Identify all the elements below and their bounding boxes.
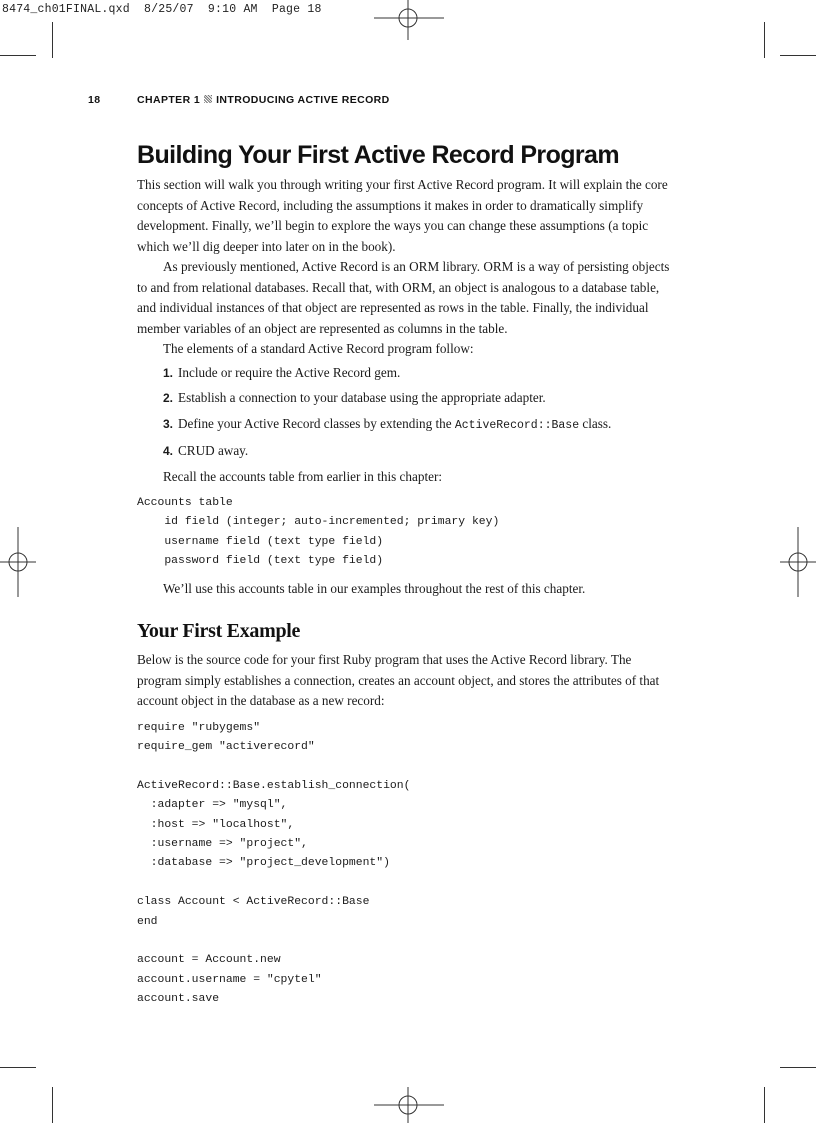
code-line: end — [137, 915, 158, 928]
code-line: ActiveRecord::Base.establish_connection( — [137, 779, 411, 792]
inline-code: ActiveRecord::Base — [454, 418, 580, 432]
code-line: :adapter => "mysql", — [137, 799, 288, 812]
code-line: :host => "localhost", — [137, 818, 295, 831]
dingbat-icon — [204, 95, 212, 103]
printer-slug: 8474_ch01FINAL.qxd 8/25/07 9:10 AM Page 18 — [2, 3, 322, 16]
page-number: 18 — [88, 94, 101, 106]
crop-mark-top-left-h — [0, 55, 36, 56]
table-listing — [137, 494, 677, 572]
paragraph-example: Below is the source code for your first Ruby program that uses the Active Record library. The program simply establishes a connection, creates an account object, and stores the attributes of that account object in the database as a new record: — [137, 652, 660, 709]
code-line: password field (text type field) — [137, 555, 384, 568]
crop-mark-bottom-right-h — [780, 1067, 816, 1068]
crop-mark-top-right-h — [780, 55, 816, 56]
crop-mark-top-left-v — [52, 22, 53, 58]
list-item — [163, 414, 677, 437]
code-line: account = Account.new — [137, 954, 281, 967]
code-line: id field (integer; auto-incremented; primary key) — [137, 516, 500, 529]
list-item-number: 3. — [163, 416, 174, 431]
code-line-blank — [137, 932, 677, 951]
code-line-blank — [137, 874, 677, 893]
code-listing — [137, 719, 677, 1010]
code-line: account.username = "cpytel" — [137, 973, 322, 986]
code-line-blank — [137, 757, 677, 776]
code-line: :username => "project", — [137, 838, 308, 851]
list-item-text: Include or require the Active Record gem. — [178, 364, 401, 380]
list-item — [163, 363, 677, 384]
paragraph-elements: The elements of a standard Active Record program follow: — [163, 341, 474, 356]
steps-list — [137, 363, 677, 462]
list-item-number: 2. — [163, 391, 174, 405]
code-line: account.save — [137, 993, 220, 1006]
list-item-text: CRUD away. — [178, 443, 249, 458]
paragraph-intro: This section will walk you through writing your first Active Record program. It will explain the core concepts of Active Record, including the assumptions it makes in order to dramatically simplify development. Finally, we’ll begin to explore the ways you can change these assumptions (a topic which we’ll dig deeper into later on in the book). — [137, 177, 668, 254]
list-item-text: Establish a connection to your database using the appropriate adapter. — [178, 390, 546, 405]
list-item-number: 1. — [163, 365, 174, 380]
chapter-number: CHAPTER 1 — [137, 94, 201, 106]
running-head — [0, 94, 816, 110]
code-line: Accounts table — [137, 497, 233, 509]
code-line: require "rubygems" — [137, 721, 261, 734]
list-item-text: Define your Active Record classes by extending the — [178, 415, 452, 431]
crop-mark-top-right-v — [764, 22, 765, 58]
registration-mark-right-icon — [780, 527, 816, 597]
crop-mark-bottom-right-v — [764, 1087, 765, 1123]
list-item — [163, 388, 677, 409]
chapter-title: INTRODUCING ACTIVE RECORD — [216, 94, 390, 106]
code-line: username field (text type field) — [137, 535, 384, 548]
paragraph-orm: As previously mentioned, Active Record is an ORM library. ORM is a way of persisting objects to and from relational databases. Recall that, with ORM, an object is analogous to a database table, and individual instances of that object are represented as rows in the table. Finally, the individual member variables of an object are represented as columns in the table. — [137, 259, 670, 336]
section-heading: Building Your First Active Record Program — [137, 141, 619, 169]
subsection-heading: Your First Example — [137, 620, 301, 643]
crop-mark-bottom-left-h — [0, 1067, 36, 1068]
paragraph-recall: Recall the accounts table from earlier in this chapter: — [163, 468, 443, 484]
code-line: class Account < ActiveRecord::Base — [137, 896, 370, 909]
code-line: require_gem "activerecord" — [137, 741, 315, 754]
list-item-number: 4. — [163, 444, 174, 458]
crop-mark-bottom-left-v — [52, 1087, 53, 1123]
registration-mark-top-icon — [374, 0, 444, 40]
list-item-text: class. — [582, 415, 612, 431]
registration-mark-left-icon — [0, 527, 36, 597]
chapter-label — [137, 94, 390, 106]
list-item — [163, 441, 677, 462]
paragraph-usage: We’ll use this accounts table in our examples throughout the rest of this chapter. — [163, 580, 586, 596]
page-body — [137, 138, 677, 1017]
code-line: :database => "project_development") — [137, 857, 390, 870]
registration-mark-bottom-icon — [374, 1087, 444, 1123]
